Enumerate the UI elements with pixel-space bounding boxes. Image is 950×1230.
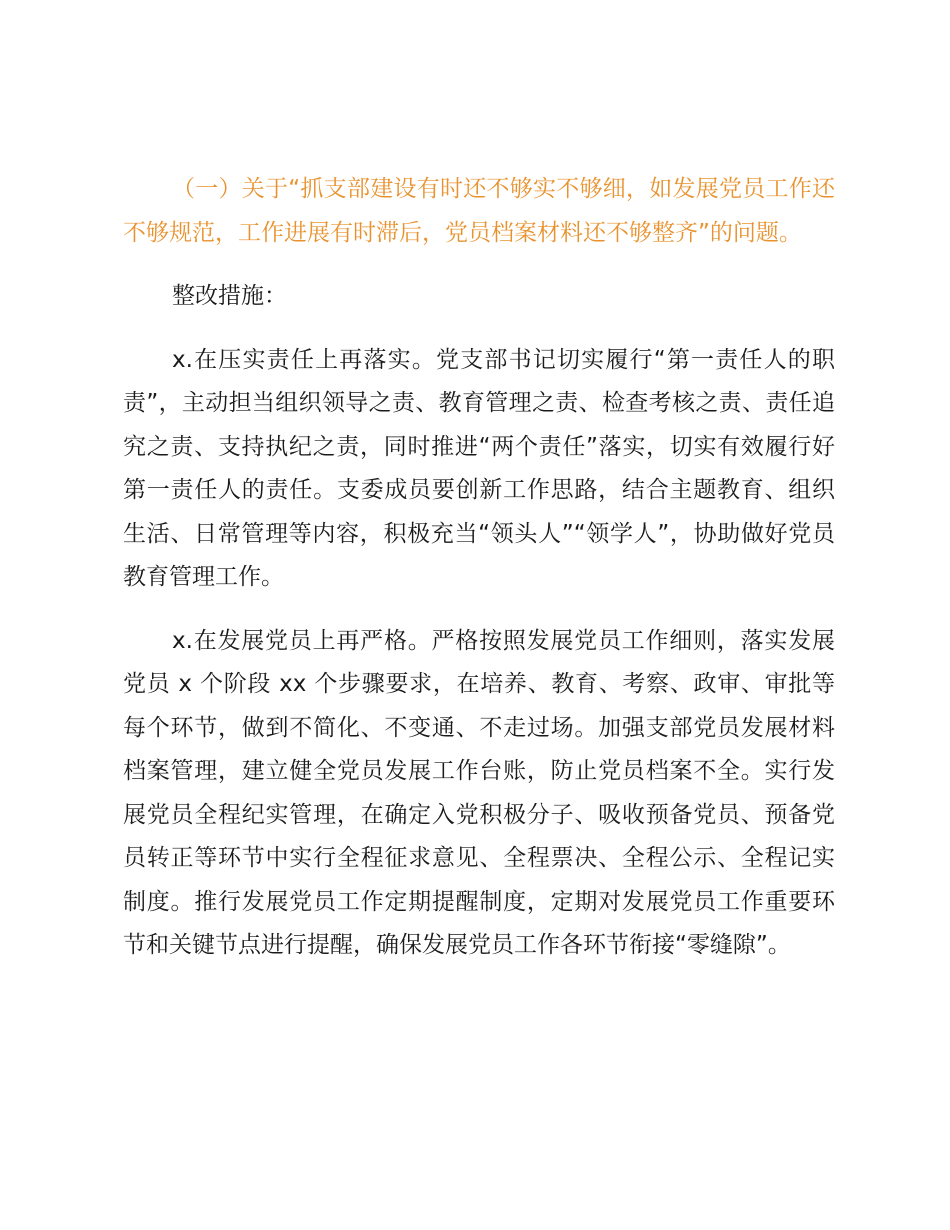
section-heading: （一）关于“抓支部建设有时还不够实不够细，如发展党员工作还不够规范，工作进展有时滞后，党员档案材料还不够整齐”的问题。 xyxy=(123,176,835,246)
document-body xyxy=(123,168,835,968)
paragraph-responsibility: x.在压实责任上再落实。党支部书记切实履行“第一责任人的职责”，主动担当组织领导之责、教育管理之责、检查考核之责、责任追究之责、支持执纪之责，同时推进“两个责任”落实，切实有效履行好第一责任人的责任。支委成员要创新工作思路，结合主题教育、组织生活、日常管理等内容，积极充当“领头人”“领学人”，协助做好党员教育管理工作。 xyxy=(123,346,835,590)
paragraph-party-development: x.在发展党员上再严格。严格按照发展党员工作细则，落实发展党员 x 个阶段 xx 个步骤要求，在培养、教育、考察、政审、审批等每个环节，做到不简化、不变通、不走过场。加强支部党员发展材料档案管理，建立健全党员发展工作台账，防止党员档案不全。实行发展党员全程纪实管理，在确定入党积极分子、吸收预备党员、预备党员转正等环节中实行全程征求意见、全程票决、全程公示、全程记实制度。推行发展党员工作定期提醒制度，定期对发展党员工作重要环节和关键节点进行提醒，确保发展党员工作各环节衔接“零缝隙”。 xyxy=(123,627,835,958)
rectification-measures-label: 整改措施： xyxy=(172,283,287,309)
